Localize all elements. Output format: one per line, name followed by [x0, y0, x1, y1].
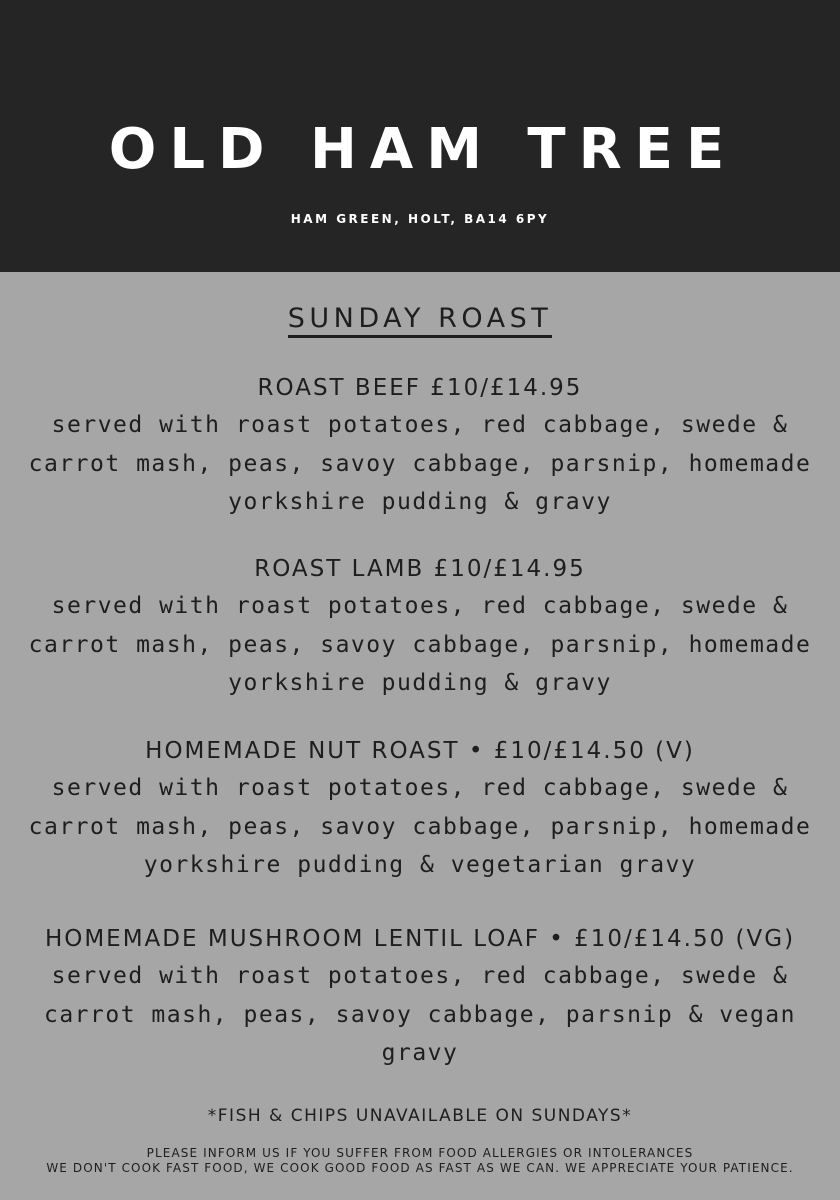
fish-chips-notice: *FISH & CHIPS UNAVAILABLE ON SUNDAYS*	[207, 1106, 633, 1126]
header-banner	[0, 0, 840, 272]
menu-item-title: HOMEMADE NUT ROAST • £10/£14.50 (V)	[145, 738, 695, 764]
menu-item-title: HOMEMADE MUSHROOM LENTIL LOAF • £10/£14.50 (VG)	[44, 926, 796, 952]
menu-item-nut-roast	[0, 733, 840, 885]
section-title	[0, 300, 840, 338]
patience-notice: WE DON'T COOK FAST FOOD, WE COOK GOOD FOOD AS FAST AS WE CAN. WE APPRECIATE YOUR PATIENCE.	[46, 1161, 794, 1175]
section-title-text: SUNDAY ROAST	[288, 303, 553, 338]
restaurant-address: HAM GREEN, HOLT, BA14 6PY	[290, 212, 550, 226]
menu-item-description: served with roast potatoes, red cabbage, swede & carrot mash, peas, savoy cabbage, parsnip & vegan gravy	[43, 963, 796, 1066]
menu-item-roast-beef	[0, 370, 840, 522]
menu-item-roast-lamb	[0, 551, 840, 703]
menu-item-description: served with roast potatoes, red cabbage, swede & carrot mash, peas, savoy cabbage, parsnip, homemade yorkshire pudding & vegetarian gravy	[28, 775, 812, 878]
menu-item-description: served with roast potatoes, red cabbage, swede & carrot mash, peas, savoy cabbage, parsnip, homemade yorkshire pudding & gravy	[28, 412, 812, 515]
restaurant-name: OLD HAM TREE	[108, 117, 738, 182]
menu-item-title: ROAST BEEF £10/£14.95	[257, 375, 583, 401]
menu-item-title: ROAST LAMB £10/£14.95	[254, 556, 586, 582]
menu-item-mushroom-lentil-loaf	[0, 921, 840, 1073]
allergy-notice: PLEASE INFORM US IF YOU SUFFER FROM FOOD ALLERGIES OR INTOLERANCES	[146, 1146, 694, 1160]
menu-item-description: served with roast potatoes, red cabbage, swede & carrot mash, peas, savoy cabbage, parsnip, homemade yorkshire pudding & gravy	[28, 593, 812, 696]
